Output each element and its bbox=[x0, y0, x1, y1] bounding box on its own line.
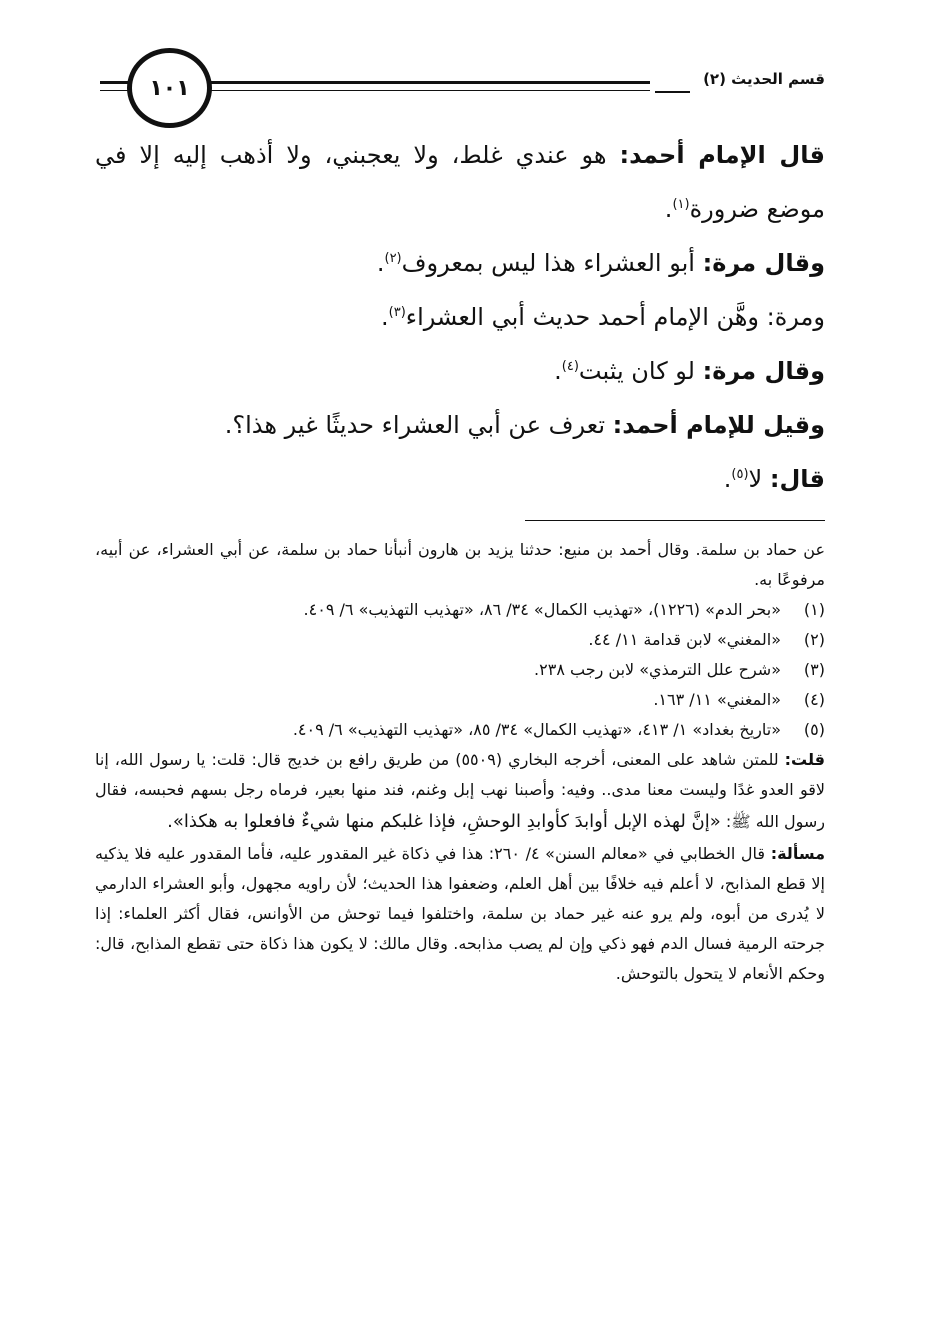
footnote-number: (٢) bbox=[803, 630, 825, 649]
footnote-text: «شرح علل الترمذي» لابن رجب ٢٣٨. bbox=[534, 660, 781, 679]
footnote-ref: (٥) bbox=[731, 467, 749, 482]
paragraph-2 bbox=[95, 236, 825, 290]
speaker-label: وقال مرة: bbox=[702, 357, 825, 385]
qult-note bbox=[95, 745, 825, 839]
section-title: قسم الحديث (٢) bbox=[703, 70, 825, 88]
footnote-item bbox=[95, 655, 825, 685]
paragraph-5 bbox=[95, 398, 825, 452]
footnote-text: «المغني» ١١/ ١٦٣. bbox=[653, 690, 781, 709]
footnote-ref: (٢) bbox=[384, 251, 402, 266]
period: . bbox=[664, 195, 673, 223]
speaker-label: وقال مرة: bbox=[702, 249, 825, 277]
footnote-item bbox=[95, 625, 825, 655]
qult-label: قلت: bbox=[784, 750, 825, 769]
footnote-ref: (٣) bbox=[388, 305, 406, 320]
footnote-separator bbox=[525, 520, 825, 521]
period: . bbox=[723, 465, 732, 493]
paragraph-4 bbox=[95, 344, 825, 398]
footnote-item bbox=[95, 685, 825, 715]
qult-text: للمتن شاهد على المعنى، أخرجه البخاري (٥٥٠٩) من طريق رافع بن خديج قال: قلت: يا رسول الله، إنا لاقو العدو غدًا وليست معنا مدى.. وفيه: وأصبنا نهب إبل وغنم، فند منها بعير، فرماه رجل بسهم فحبسه، فقال رسول الله ﷺ: bbox=[95, 750, 825, 831]
quote-text: هو عندي غلط، ولا يعجبني، ولا أذهب إليه إلا في موضع ضرورة bbox=[95, 141, 825, 223]
masala-text: قال الخطابي في «معالم السنن» ٤/ ٢٦٠: هذا في ذكاة غير المقدور عليه، فأما المقدور عليه فلا يذكيه إلا قطع المذابح، لا أعلم فيه خلافًا بين أهل العلم، وضعفوا هذا الحديث؛ لأن راويه مجهول، وأبو العشراء الدارمي لا يُدرى من أبوه، ولم يرو عنه غير حماد بن سلمة، واختلفوا فيما توحش من الأوانس، فقال أكثر العلماء: إذا جرحته الرمية فسال الدم فهو ذكي وإن لم يصب مذابحه. وقال مالك: لا يكون هذا ذكاة حتى تقطع المذابح، قال: وحكم الأنعام لا يتحول بالتوحش. bbox=[95, 844, 825, 983]
paragraph-3 bbox=[95, 290, 825, 344]
speaker-label: قال: bbox=[769, 465, 825, 493]
page-header bbox=[95, 48, 825, 128]
paragraph-1 bbox=[95, 128, 825, 236]
header-rule bbox=[190, 81, 650, 91]
footnote-number: (٤) bbox=[803, 690, 825, 709]
period: . bbox=[376, 249, 385, 277]
footnote-item bbox=[95, 595, 825, 625]
book-page bbox=[95, 48, 825, 1308]
footnote-continuation: عن حماد بن سلمة. وقال أحمد بن منيع: حدثنا يزيد بن هارون أنبأنا حماد بن سلمة، عن أبي العشراء، عن أبيه، مرفوعًا به. bbox=[95, 540, 825, 589]
quote-text: تعرف عن أبي العشراء حديثًا غير هذا؟. bbox=[224, 411, 606, 439]
period: . bbox=[554, 357, 562, 385]
quote-text: ومرة: وهَّن الإمام أحمد حديث أبي العشراء bbox=[405, 303, 825, 331]
period: . bbox=[381, 303, 389, 331]
quote-text: لا bbox=[748, 465, 763, 493]
footnote-number: (٣) bbox=[803, 660, 825, 679]
quote-text: لو كان يثبت bbox=[578, 357, 695, 385]
footnote-text: «بحر الدم» (١٢٢٦)، «تهذيب الكمال» ٣٤/ ٨٦، «تهذيب التهذيب» ٦/ ٤٠٩. bbox=[303, 600, 781, 619]
quote-text: أبو العشراء هذا ليس بمعروف bbox=[401, 249, 695, 277]
footnote-ref: (٤) bbox=[561, 359, 579, 374]
hadith-text: «إنَّ لهذه الإبل أوابدَ كأوابدِ الوحشِ، فإذا غلبكم منها شيءٌ فافعلوا به هكذا». bbox=[167, 811, 721, 832]
paragraph-6 bbox=[95, 452, 825, 506]
speaker-label: قال الإمام أحمد: bbox=[619, 141, 825, 169]
masala-label: مسألة: bbox=[770, 844, 826, 863]
main-text bbox=[95, 128, 825, 506]
header-rule-right bbox=[655, 91, 690, 93]
footnote-item bbox=[95, 715, 825, 745]
header-rule-left bbox=[100, 81, 130, 91]
page-number bbox=[127, 48, 212, 128]
footnote-number: (١) bbox=[803, 600, 825, 619]
footnotes bbox=[95, 535, 825, 989]
footnote-text: «تاريخ بغداد» ١/ ٤١٣، «تهذيب الكمال» ٣٤/ ٨٥، «تهذيب التهذيب» ٦/ ٤٠٩. bbox=[292, 720, 781, 739]
footnote-text: «المغني» لابن قدامة ١١/ ٤٤. bbox=[588, 630, 781, 649]
masala-note bbox=[95, 839, 825, 989]
page-number-text: ١٠١ bbox=[149, 75, 190, 101]
footnote-number: (٥) bbox=[803, 720, 825, 739]
speaker-label: وقيل للإمام أحمد: bbox=[612, 411, 825, 439]
footnote-ref: (١) bbox=[672, 197, 690, 212]
